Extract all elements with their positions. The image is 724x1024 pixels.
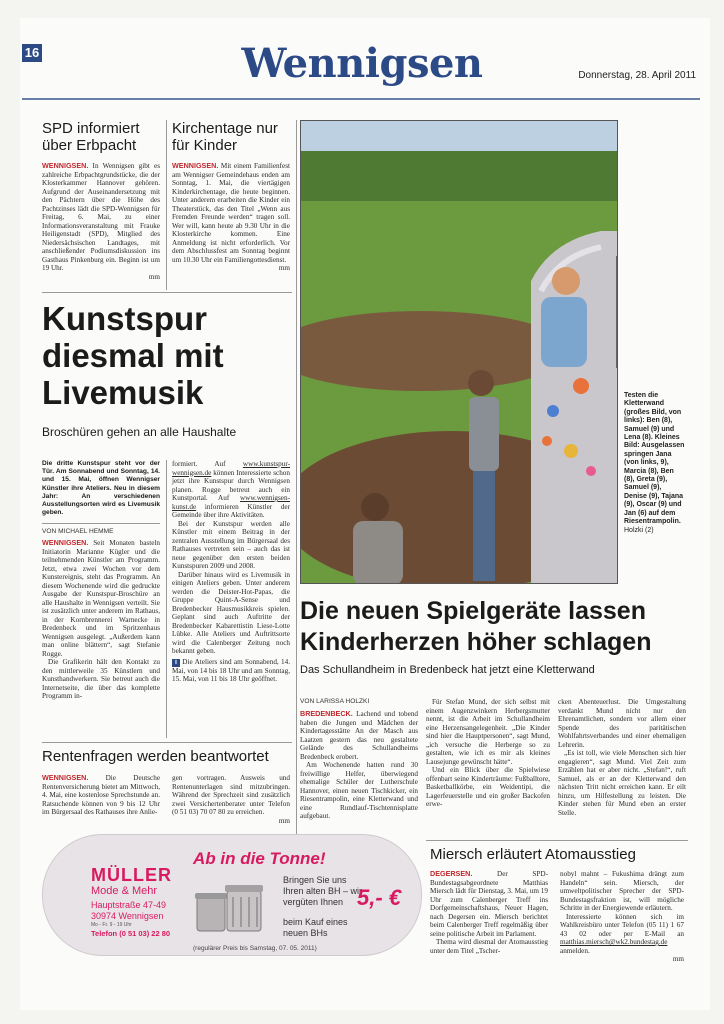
article-miersch bbox=[430, 846, 688, 870]
headline-spielgeraete: Die neuen Spielgeräte lassen Kinderherzen höher schlagen bbox=[300, 597, 652, 656]
sign-miersch: mm bbox=[672, 955, 684, 963]
sign-renten: mm bbox=[278, 816, 290, 825]
text-kunstspur-3c: informieren Künstler der Gemeinde über ihre Aktivitäten. bbox=[172, 502, 291, 519]
dateline-miersch: DEGERSEN. bbox=[430, 869, 473, 878]
article-spielgeraete bbox=[300, 596, 690, 676]
info-icon: i bbox=[172, 659, 180, 667]
body-spiel-2: Am Wochenende hatten rund 30 freiwillige Helfer, überwiegend ehemalige Schüler der Lutherschule Hannover, einen neuen Tischkicker, ein Riesentrampolin, eine Kletterwand und eine Rundlauf-Tischtennisplatte aufgebaut. bbox=[300, 761, 418, 820]
dateline-spielgeraete: BREDENBECK. bbox=[300, 709, 353, 718]
body-kirche bbox=[172, 162, 290, 264]
renten-col2 bbox=[172, 774, 290, 825]
divider bbox=[42, 742, 292, 743]
ad-logo bbox=[91, 865, 187, 938]
spiel-col1 bbox=[300, 698, 418, 821]
ad-footnote: (regulärer Preis bis Samstag, 07. 05. 2011) bbox=[193, 945, 317, 952]
header-rule bbox=[22, 98, 700, 100]
issue-date: Donnerstag, 28. April 2011 bbox=[578, 70, 696, 81]
lead-kunstspur: Die dritte Kunstspur steht vor der Tür. Am Sonnabend und Sonntag, 14. und 15. Mai, öffnen Wennigser Künstler ihre Ateliers. Neu in diesem Jahr: An verschiedenen Ausstellungsorten wird es Livemusik geben. bbox=[42, 460, 160, 517]
photo-credit: Holzki (2) bbox=[624, 526, 654, 534]
body-spiel-6: „Es ist toll, wie viele Menschen sich hier engagieren“, sagt Mund. Viel Zeit zum Erzählen hat er aber nicht. „Stefan!“, ruft Samuel, als er an der Kletterwand den nächsten Tritt nicht erreichen kann. Er eilt hinzu, um Hilfestellung zu leisten. Die Kinder stehen für Mund eben an erster Stelle. bbox=[558, 749, 686, 817]
photo-caption bbox=[624, 392, 686, 535]
headline-miersch: Miersch erläutert Atomausstieg bbox=[430, 846, 636, 863]
ad-slogan: Ab in die Tonne! bbox=[193, 849, 326, 868]
dateline-kirche: WENNIGSEN. bbox=[172, 161, 219, 170]
article-kunstspur bbox=[42, 300, 292, 439]
text-kunstspur-3a: formiert. Auf bbox=[172, 460, 226, 468]
ad-price: 5,- € bbox=[357, 885, 402, 910]
text-miersch-4: Interessierte können sich im Wahlkreisbüro unter Telefon (05 11) 1 67 43 02 oder per E-Mail an bbox=[560, 912, 684, 938]
text-renten-1: Die Deutsche Rentenversicherung bietet am Mittwoch, 4. Mai, eine kostenlose Sprechstunde an. Ratsuchende können von 9 bis 12 Uhr im Bürgersaal des Rathauses ihre Anlie- bbox=[42, 774, 161, 816]
body-kunstspur-3 bbox=[172, 460, 290, 520]
divider bbox=[166, 120, 167, 290]
byline-kunstspur: VON MICHAEL HEMME bbox=[42, 528, 114, 536]
ad-hours: Mo - Fr. 9 - 19 Uhr bbox=[91, 922, 132, 928]
ad-brand: MÜLLER bbox=[91, 865, 172, 885]
text-kunstspur-1: Seit Monaten basteln Initiatorin Marianne Kügler und die teilnehmenden Künstler am Programm. Jetzt, etwa zwei Wochen vor dem Kunstereignis, steht das Programm. An diesem Wochenende wird die gedruckte Ausgabe der Kunstspur-Broschüre an alle Haushalte in Wennigsen verteilt. Sie ist zusätzlich unter anderem im Rathaus, in der Kornbrennerei Warnecke in Bredenbeck und im Spritzenhaus Wennigsen ausgelegt. „Außerdem kann man online blättern“, sagt Stefanie Rogge. bbox=[42, 539, 160, 658]
page-number: 16 bbox=[22, 44, 42, 62]
body-spiel-1 bbox=[300, 710, 418, 761]
body-kunstspur-4: Bei der Kunstspur werden alle Künstler mit einem Beitrag in der zentralen Ausstellung im Bürgersaal des Rathauses vertreten sein – auch das ist neue gegenüber den ersten beiden Kunstspuren 2009 und 2008. bbox=[172, 519, 290, 570]
headline-spd: SPD informiert über Erbpacht bbox=[42, 120, 140, 154]
spiel-col2 bbox=[426, 698, 550, 809]
ad-street: Hauptstraße 47-49 bbox=[91, 900, 167, 910]
photo-climbing-wall bbox=[300, 120, 618, 584]
dateline-kunstspur: WENNIGSEN. bbox=[42, 538, 89, 548]
miersch-col2 bbox=[560, 870, 684, 964]
body-kunstspur-2: Die Grafikerin hält den Kontakt zu den mittlerweile 35 Künstlern und Kunsthandwerkern. Sie betreut auch die Internetseite, die über das komplette Programm in- bbox=[42, 658, 160, 701]
headline-kirche: Kirchentage nur für Kinder bbox=[172, 120, 278, 154]
article-kirche bbox=[172, 120, 290, 273]
subhead-kunstspur: Broschüren gehen an alle Haushalte bbox=[42, 425, 237, 439]
sign-kirche: mm bbox=[278, 264, 290, 272]
body-miersch-2: Thema wird diesmal der Atomausstieg unter dem Titel „Tscher- bbox=[430, 938, 548, 955]
body-miersch-4 bbox=[560, 913, 684, 956]
link-kunst-portal[interactable]: www.wennigsen-kunst.de bbox=[172, 494, 290, 511]
ad-bin-icon bbox=[193, 877, 269, 937]
headline-renten: Rentenfragen werden beantwortet bbox=[42, 748, 269, 765]
article-spd bbox=[42, 120, 160, 281]
ad-phone: Telefon (0 51 03) 22 80 bbox=[91, 929, 171, 938]
text-spiel-1: Lachend und tobend haben die Jungen und Mädchen der Kindertagesstätte An der Masch aus Laatzen gestern das neu gestaltete Gelände des Schullandheims Bredenbeck erobert. bbox=[300, 710, 419, 761]
text-miersch-1: Der SPD-Bundestagsabgeordnete Matthias Miersch lädt für Dienstag, 3. Mai, um 19 Uhr zum Calenberger Treff ins Dorfgemeinschaftshaus, Neuer Hagen, nach Degersen ein. Miersch berichtet beim Calenberger Treff regelmäßig über seine politische Arbeit im Parlament. bbox=[430, 870, 549, 938]
ad-offer-2: beim Kauf eines neuen BHs bbox=[283, 917, 348, 938]
byline-spielgeraete: VON LARISSA HOLZKI bbox=[300, 698, 370, 705]
body-spd bbox=[42, 162, 160, 273]
climbing-wall-image bbox=[301, 121, 618, 584]
kunstspur-col2 bbox=[172, 460, 290, 684]
body-miersch-3: nobyl mahnt – Fukushima drängt zum Handeln“ sein. Miersch, der umweltpolitischer Sprecher der SPD-Bundestagsfraktion ist, will mögliche Schritte in der Energiewende erläutern. bbox=[560, 870, 684, 912]
subhead-spielgeraete: Das Schullandheim in Bredenbeck hat jetzt eine Kletterwand bbox=[300, 664, 595, 676]
spiel-col3 bbox=[558, 698, 686, 817]
headline-kunstspur: Kunstspur diesmal mit Livemusik bbox=[42, 300, 224, 411]
divider bbox=[296, 120, 297, 840]
kunstspur-col1 bbox=[42, 460, 160, 701]
body-spiel-5: cken Abenteuerlust. Die Umgestaltung verdankt Mund nicht nur den Ehrenamtlichen, sondern vor allem einer Spende des paritätischen Wohlfahrtsverbandes und einer ehemaligen Lehrerin. bbox=[558, 698, 686, 749]
masthead: Wennigsen bbox=[241, 40, 483, 87]
ad-mueller[interactable] bbox=[42, 834, 422, 956]
info-box-kunstspur bbox=[172, 658, 290, 684]
body-renten-1 bbox=[42, 774, 160, 817]
miersch-col1 bbox=[430, 870, 548, 955]
ad-offer: Bringen Sie uns Ihren alten BH – wir vergüten Ihnen bbox=[283, 875, 363, 907]
photo-trampoline bbox=[617, 257, 618, 367]
ad-brand-sub: Mode & Mehr bbox=[91, 885, 158, 897]
text-miersch-5: anmelden. bbox=[560, 946, 590, 955]
divider bbox=[42, 523, 160, 524]
body-renten-2: gen vortragen. Ausweis und Rentenunterlagen sind mitzubringen. Während der Sprechzeit sind zusätzlich zwei Versichertenberater unter Telefon (0 51 03) 70 07 80 zu erreichen. bbox=[172, 774, 290, 816]
body-spiel-3: Für Stefan Mund, der sich selbst mit einem Augenzwinkern Herbergsmutter nennt, ist die Arbeit im Schullandheim eine Herzensangelegenheit. „Die Kinder sind hier die Hauptpersonen“, sagt Mund, „ich versuche die Herberge so zu gestalten, wie ich es mir als kleines Lausejunge gewünscht hätte“. bbox=[426, 698, 550, 766]
text-kunstspur-3b: können Interessierte schon jetzt ihre Kunstspur durch Wennigsen planen. Rogge betreut auch ein Kunstportal. Auf bbox=[172, 468, 290, 502]
body-spiel-4: Und ein Blick über die Spielwiese offenbart seine Kinderträume: Fußballtore, Basketballkörbe, ein Weidentipi, die Lagerfeuerstelle und ein großer Backofen erwe- bbox=[426, 766, 550, 808]
body-kunstspur-1 bbox=[42, 539, 160, 658]
dateline-renten: WENNIGSEN. bbox=[42, 773, 89, 782]
text-spd: In Wennigsen gibt es zahlreiche Erbpachtgrundstücke, die der Klosterkammer Hannover gehören. Aufgrund der Auseinandersetzung mit den Pächtern über die Höhe des Pachtzinses lädt die SPD-Wennigsen für Freitag, 6. Mai, zu einer Informationsveranstaltung mit Frauke Heiligenstadt (SPD), Mitglied des Niedersächsischen Landtages, mit anschließender Podiumsdiskussion ins Gasthaus Pinkenburg ein. Beginn ist um 19 Uhr. bbox=[42, 162, 160, 272]
divider bbox=[42, 292, 292, 293]
divider bbox=[426, 840, 688, 841]
link-kunstspur-site[interactable]: www.kunstspur-wennigsen.de bbox=[172, 460, 290, 477]
caption-text: Testen die Kletterwand (großes Bild, von links): Ben (8), Samuel (9) und Lena (8). Kleines Bild: Ausgelassen springen Jana (von links, 9), Marcia (8), Ben (8), Greta (9), Samuel (9), Denise (9), Tajana (9), Oscar (9) und Jan (6) auf dem Riesentrampolin. bbox=[624, 392, 685, 526]
dateline-spd: WENNIGSEN. bbox=[42, 161, 89, 170]
divider bbox=[166, 460, 167, 738]
sign-spd: mm bbox=[148, 272, 160, 281]
article-renten bbox=[42, 748, 292, 772]
body-miersch-1 bbox=[430, 870, 548, 938]
body-kunstspur-5: Darüber hinaus wird es Livemusik in einigen Ateliers geben. Unter anderem werden die Deister-Hot-Papas, die Gruppe Quint-A-Sense und Bredenbecker Hausmusikkreis spielen. Geplant sind auch Auftritte der Bredenbecker Kabarettistin Liese-Lotte Lübke. Alle Ateliers und Auftrittsorte wird die Calenberger Zeitung noch bekannt geben. bbox=[172, 570, 290, 655]
ad-city: 30974 Wennigsen bbox=[91, 911, 164, 921]
text-info: Die Ateliers sind am Sonnabend, 14. Mai, von 14 bis 18 Uhr und am Sonntag, 15. Mai, von 11 bis 18 Uhr geöffnet. bbox=[172, 657, 290, 683]
text-kirche: Mit einem Familienfest am Wennigser Gemeindehaus enden am Sonntag, 1. Mai, die viertägigen Kinderkirchentage, die heute beginnen. Unter anderem erarbeiten die Kinder ein Theaterstück, das den Titel „Wenn aus Fremden Freunde werden“ tragen soll. Wer will, kann heute ab 9.30 Uhr in die Klosterkirche kommen. Eine Anmeldung ist nicht erforderlich. Vor dem Abschlussfest am Sonntag beginnt um 10.30 Uhr ein Familiengottesdienst. bbox=[172, 162, 290, 264]
email-link[interactable]: matthias.miersch@wk2.bundestag.de bbox=[560, 938, 668, 946]
